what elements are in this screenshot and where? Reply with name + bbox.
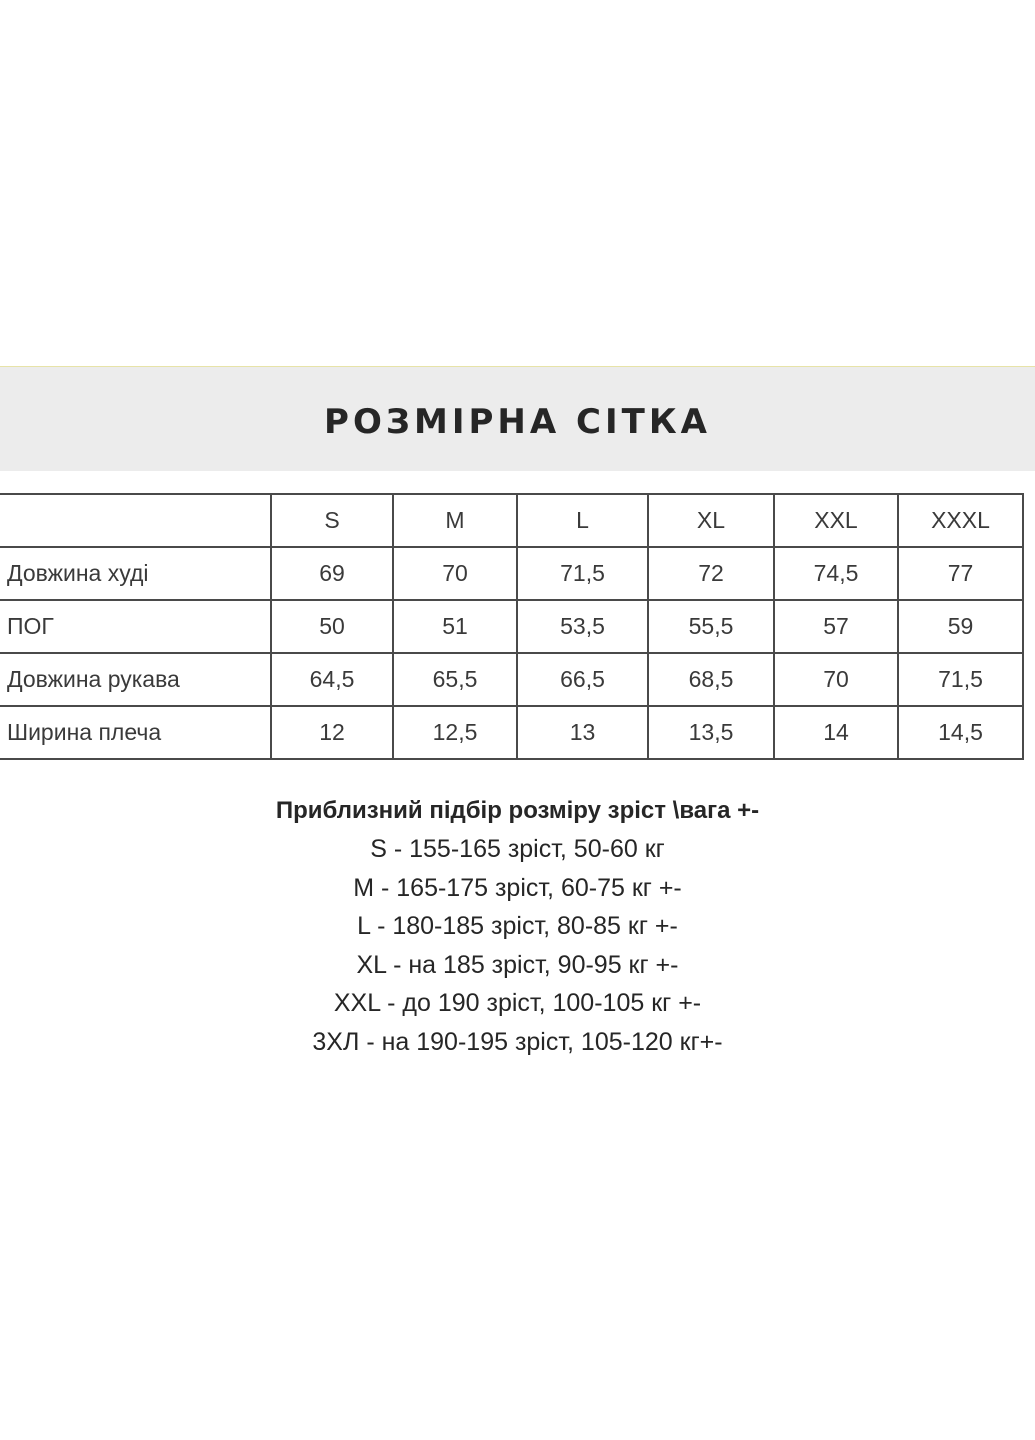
table-row (0, 600, 1023, 653)
size-chart-table (0, 493, 1024, 760)
table-cell: 71,5 (898, 653, 1023, 706)
table-cell: 59 (898, 600, 1023, 653)
table-cell: 13 (517, 706, 648, 759)
table-header-row (0, 494, 1023, 547)
table-cell: 13,5 (648, 706, 774, 759)
table-cell: 72 (648, 547, 774, 600)
table-cell: 74,5 (774, 547, 898, 600)
row-label: ПОГ (0, 600, 271, 653)
table-cell: 12 (271, 706, 393, 759)
table-cell: 51 (393, 600, 517, 653)
table-cell: 77 (898, 547, 1023, 600)
table-row (0, 653, 1023, 706)
row-label: Ширина плеча (0, 706, 271, 759)
table-cell: 69 (271, 547, 393, 600)
table-cell: 14,5 (898, 706, 1023, 759)
header-cell-xl: XL (648, 494, 774, 547)
table-row (0, 547, 1023, 600)
table-row (0, 706, 1023, 759)
row-label: Довжина худі (0, 547, 271, 600)
header-cell-l: L (517, 494, 648, 547)
header-cell-empty (0, 494, 271, 547)
table-cell: 12,5 (393, 706, 517, 759)
table-cell: 53,5 (517, 600, 648, 653)
table-cell: 57 (774, 600, 898, 653)
table-cell: 50 (271, 600, 393, 653)
recommendation-line: XXL - до 190 зріст, 100-105 кг +- (333, 989, 702, 1017)
table-cell: 64,5 (271, 653, 393, 706)
recommendation-line: 3ХЛ - на 190-195 зріст, 105-120 кг+- (312, 1027, 723, 1056)
header-cell-s: S (271, 494, 393, 547)
size-recommendations (0, 792, 1035, 1061)
table-cell: 65,5 (393, 653, 517, 706)
header-cell-xxxl: XXXL (898, 494, 1023, 547)
page-title: РОЗМІРНА СІТКА (324, 402, 711, 442)
row-label: Довжина рукава (0, 653, 271, 706)
table-cell: 71,5 (517, 547, 648, 600)
header-cell-m: M (393, 494, 517, 547)
table-cell: 66,5 (517, 653, 648, 706)
table-cell: 14 (774, 706, 898, 759)
table-cell: 55,5 (648, 600, 774, 653)
recommendation-line: S - 155-165 зріст, 50-60 кг (370, 835, 665, 863)
table-cell: 70 (393, 547, 517, 600)
table-cell: 68,5 (648, 653, 774, 706)
recommendation-line: M - 165-175 зріст, 60-75 кг +- (353, 873, 682, 902)
title-banner (0, 366, 1035, 471)
recommendation-line: L - 180-185 зріст, 80-85 кг +- (357, 912, 678, 940)
header-cell-xxl: XXL (774, 494, 898, 547)
recommendations-heading: Приблизний підбір розміру зріст \вага +- (275, 797, 760, 824)
recommendation-line: XL - на 185 зріст, 90-95 кг +- (356, 950, 679, 979)
table-cell: 70 (774, 653, 898, 706)
